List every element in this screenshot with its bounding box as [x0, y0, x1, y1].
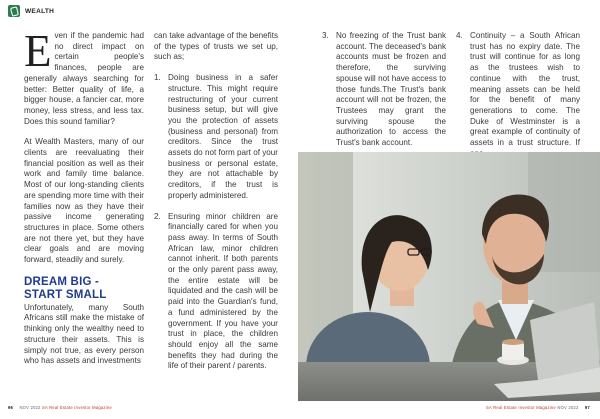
photo-illustration [298, 152, 600, 401]
list-item: 4. Continuity – a South African trust has no expiry date. The trust will continue for as long as the trustees wish to continue with the trust, meaning assets can be held for the benefit of many generations to come. The Duke of Westminster is a great example of continuity of assets in a trust structure. If [456, 31, 580, 148]
column-4 [456, 31, 580, 159]
page-number-right: 97 [584, 405, 590, 410]
col2-intro: can take advantage of the benefits of the types of trusts we set up, such as; [154, 31, 278, 62]
wealth-logo-icon [8, 5, 20, 17]
list-item: 1. Doing business in a safer structure. This might require restructuring of your current business setup, but will give you the protection of assets (business and personal) from creditors. Since the trust assets do not form part of your business or personal estate, they are not attachable by creditors, if the trust is properly administered. [154, 73, 278, 200]
paragraph-2: At Wealth Masters, many of our clients are reevaluating their financial position as well as their work and family time balance. Most of our long-standing clients are spending more time with their families now as they have their passive income generating structures in place. Some others are not there yet, but they have clear goals and are moving forward, steadily and surely. [24, 137, 144, 265]
footer-date-right: NOV 2022 [557, 405, 579, 410]
magazine-name-right: SA Real Estate Investor Magazine [486, 405, 556, 410]
column-3 [322, 31, 446, 149]
column-2 [154, 31, 278, 372]
benefits-list [154, 73, 278, 372]
section-header [8, 5, 54, 17]
section-label: WEALTH [25, 7, 55, 15]
subheading: DREAM BIG - START SMALL [24, 275, 107, 301]
column-1 [24, 26, 144, 367]
footer-right [486, 405, 590, 410]
magazine-name-left: SA Real Estate Investor Magazine [41, 405, 112, 410]
list-item: 2. Ensuring minor children are financially cared for when you pass away. In terms of South African law, minor children cannot inherit. If both parents or the only parent pass away, the entire estate will be liquidated and the cash will be paid into the Guardian's fund, a fund administered by the government. If you have your trust in place, the children should enjoy all the same benefits they had during the life of their parent / parents. [154, 211, 278, 371]
list-item: 3. No freezing of the Trust bank account. The deceased's bank accounts must be frozen and therefore, the surviving spouse will not have access to those funds.The Trust's bank account will not be frozen, the Trustees may grant the surviving spouse the authorization to access the Trust's bank account. [322, 31, 446, 148]
meeting-photo [298, 152, 600, 401]
intro-paragraph: Even if the pandemic had no direct impact on certain people's finances, people are generally always searching for better: Better quality of life, a bigger house, a fancier car, more money, less stress, and less tax. Does this sound familiar? [24, 26, 144, 126]
drop-cap: E [24, 26, 52, 76]
paragraph-3: Unfortunately, many South Africans still make the mistake of thinking only the wealthy need to structure their assets. This is simply not true, as every person who has assets and investments [24, 302, 144, 366]
footer-date-left: NOV 2022 [19, 405, 41, 410]
footer-left [8, 405, 112, 410]
page-number-left: 96 [8, 405, 14, 410]
